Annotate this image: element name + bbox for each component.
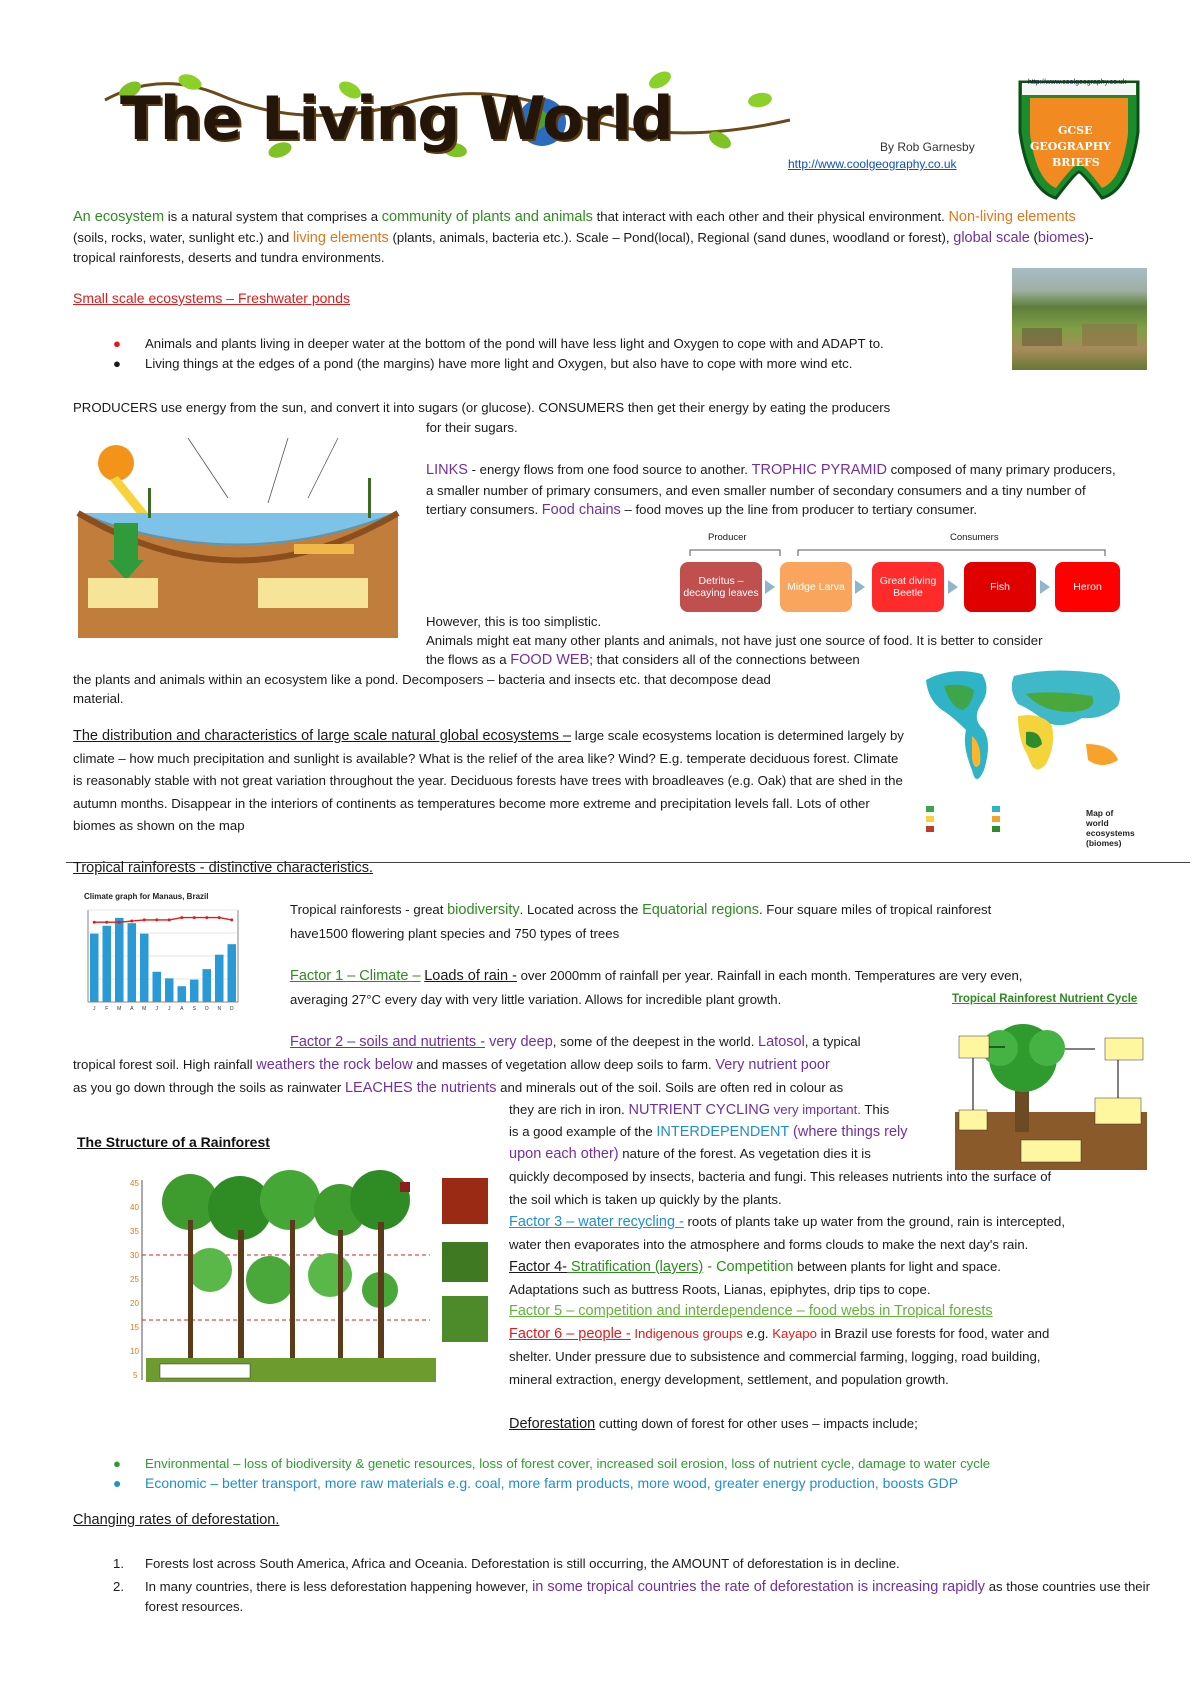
tick-label: S: [192, 1006, 196, 1012]
rainfall-bar: [115, 918, 124, 1002]
links-text: – food moves up the line from producer to tertiary consumer.: [620, 502, 978, 517]
interdependent-term: INTERDEPENDENT: [656, 1124, 790, 1140]
climate-chart: [70, 890, 270, 1022]
kayapo-term: Kayapo: [772, 1326, 817, 1341]
tick-label: J: [168, 1006, 171, 1012]
rainfall-bar: [203, 969, 212, 1002]
list-item: [73, 1554, 1173, 1574]
intro-text: that interact with each other and their physical environment.: [592, 209, 949, 224]
rates-list: [73, 1554, 1173, 1617]
factor-2-l5: [509, 1122, 939, 1143]
factor-1-label2: Loads of rain -: [424, 968, 517, 984]
food-chain-box-4: Fish: [964, 562, 1036, 612]
nutrient-cycle-title: Tropical Rainforest Nutrient Cycle: [952, 993, 1138, 1005]
global-heading: The distribution and characteristics of large scale natural global ecosystems –: [73, 728, 572, 744]
factor-2-term: Very nutrient poor: [715, 1057, 830, 1073]
rainfall-bar: [103, 926, 112, 1002]
temperature-point: [193, 916, 196, 919]
factor-2-term: LEACHES the nutrients: [344, 1080, 497, 1096]
svg-text:30: 30: [130, 1251, 139, 1260]
factor-1-l2: averaging 27°C every day with very little variation. Allows for incredible plant growth.: [290, 992, 782, 1007]
links-text: composed of many primary producers, a smaller number of primary consumers, and even smaller number of secondary consumers and a tiny number of tertiary consumers.: [426, 462, 1116, 517]
intro-biomes: biomes: [1037, 229, 1085, 246]
producers-text-2: for their sugars.: [426, 420, 518, 435]
list-number: 1.: [113, 1556, 124, 1571]
factor-2-text: nature of the forest. As vegetation dies it is: [618, 1146, 871, 1161]
bullet-icon: ●: [113, 355, 121, 371]
intro-community: community of plants and animals: [381, 209, 593, 225]
intro-global: global scale: [953, 229, 1030, 246]
global-paragraph: [73, 725, 908, 838]
temperature-line: [94, 918, 232, 923]
svg-text:35: 35: [130, 1227, 139, 1236]
rf-intro-1: [290, 900, 1110, 921]
rates-text: In many countries, there is less deforestation happening however,: [145, 1578, 533, 1594]
factor-3-text: roots of plants take up water from the ground, rain is intercepted,: [683, 1214, 1066, 1229]
map-caption: Map of world ecosystems (biomes): [1086, 808, 1135, 848]
global-text: large scale ecosystems location is determined largely by climate – how much precipitation and sunlight is available? What is the relief of the area like? Wind? E.g. temperate deciduous forest. Climate is reasonably stable with not great variation throughout the year. Deciduous forests have trees with broadleaves (e.g. Oak) that are shed in the autumn months. Disappear in the interiors of continents as temperatures become more extreme and precipitation levels fall. Lots of other biomes as shown on the map: [73, 728, 904, 833]
rates-text: as those countries use their forest resources.: [145, 1578, 1150, 1614]
factor-4-label: Factor 4-: [509, 1259, 568, 1275]
econ-impact: Economic – better transport, more raw materials e.g. coal, more farm products, more wood, greater energy production, boosts GDP: [145, 1474, 959, 1491]
factor-2-term: NUTRIENT CYCLING: [628, 1102, 771, 1118]
tick-label: O: [204, 1006, 209, 1012]
temperature-point: [230, 918, 233, 921]
intro-text: (: [1029, 229, 1038, 245]
intro-text: is a natural system that comprises a: [164, 209, 382, 224]
factor-2-text: is a good example of the: [509, 1124, 657, 1139]
rainfall-bar: [228, 944, 237, 1002]
producers-text-1: PRODUCERS use energy from the sun, and convert it into sugars (or glucose). CONSUMERS then get their energy by eating the producers: [73, 400, 891, 415]
rates-emphasis: in some tropical countries the rate of deforestation is increasing rapidly: [532, 1578, 986, 1595]
links-term: LINKS: [426, 462, 468, 478]
tick-label: A: [180, 1006, 184, 1012]
epiphyte-photo: [442, 1296, 488, 1342]
tick-label: F: [105, 1006, 109, 1012]
rainforest-structure-diagram: [70, 1130, 490, 1390]
rainfall-bar: [128, 923, 137, 1002]
svg-text:15: 15: [130, 1323, 139, 1332]
food-chain-diagram: [680, 532, 1120, 622]
foodweb-l4: the plants and animals within an ecosystem like a pond. Decomposers – bacteria and insects etc. that decompose dead: [73, 672, 771, 687]
factor-2-text: tropical forest soil. High rainfall: [73, 1057, 257, 1072]
factor-4-l2: Adaptations such as buttress Roots, Lianas, epiphytes, drip tips to cope.: [509, 1282, 931, 1297]
factor-2-term: very important.: [770, 1102, 861, 1117]
climate-graph-title: Climate graph for Manaus, Brazil: [84, 892, 209, 901]
structure-title: The Structure of a Rainforest: [77, 1134, 270, 1150]
list-item: [73, 1474, 1173, 1494]
factor-4-label2: Stratification (layers): [567, 1259, 704, 1275]
rainfall-bar: [90, 934, 99, 1002]
intro-text: (plants, animals, bacteria etc.). Scale – Pond(local), Regional (sand dunes, woodland or forest),: [388, 229, 954, 245]
factor-1-label: Factor 1 – Climate –: [290, 968, 421, 984]
temperature-point: [118, 921, 121, 924]
bullet-icon: ●: [113, 1456, 121, 1471]
svg-text:10: 10: [130, 1347, 139, 1356]
author: By Rob Garnesby: [880, 140, 975, 154]
factor-2-term: (where things rely: [789, 1124, 908, 1140]
badge-line1: GCSE: [1058, 124, 1093, 137]
bullet-icon: ●: [113, 1474, 122, 1491]
factor-2-l8: the soil which is taken up quickly by the plants.: [509, 1192, 782, 1207]
food-chain-box-2: Midge Larva: [780, 562, 852, 612]
list-item: [73, 1577, 1173, 1617]
food-chain-box-1: Detritus – decaying leaves: [680, 562, 762, 612]
foodweb-l2: Animals might eat many other plants and animals, not have just one source of food. It is better to consider: [426, 633, 1043, 648]
factor-2-term: very deep: [485, 1034, 553, 1050]
badge-url: http://www.coolgeography.co.uk: [1028, 79, 1127, 86]
rainforest-heading: Tropical rainforests - distinctive characteristics.: [73, 860, 374, 876]
gcse-badge: [1012, 72, 1146, 206]
svg-text:45: 45: [130, 1179, 139, 1188]
foodweb-term: FOOD WEB: [510, 652, 590, 668]
temperature-point: [105, 921, 108, 924]
bullet-icon: ●: [113, 336, 121, 351]
svg-text:5: 5: [133, 1371, 138, 1380]
trophic-term: TROPHIC PYRAMID: [751, 462, 887, 478]
factor-2-term: upon each other): [509, 1146, 619, 1162]
factor-1: [290, 966, 1110, 987]
factor-2-l6: [509, 1144, 939, 1165]
foodweb-l1: However, this is too simplistic.: [426, 614, 602, 629]
latosol-term: Latosol: [758, 1034, 805, 1050]
deforestation-text: cutting down of forest for other uses – impacts include;: [595, 1416, 918, 1431]
rainfall-bar: [215, 955, 224, 1002]
svg-text:40: 40: [130, 1203, 139, 1212]
factor-2-text: and masses of vegetation allow deep soils to farm.: [412, 1057, 716, 1072]
rates-text: Forests lost across South America, Africa and Oceania. Deforestation is still occurring, the AMOUNT of deforestation is in decline.: [145, 1556, 900, 1571]
food-chain-box-3: Great diving Beetle: [872, 562, 944, 612]
factor-2-text: This: [860, 1102, 890, 1117]
temperature-point: [205, 916, 208, 919]
svg-text:25: 25: [130, 1275, 139, 1284]
temperature-point: [130, 920, 133, 923]
tick-label: N: [217, 1006, 222, 1012]
foodchain-term: Food chains: [541, 502, 621, 518]
rainfall-bar: [140, 934, 149, 1002]
factor-2-text: they are rich in iron.: [509, 1102, 629, 1117]
rf-text: . Located across the: [519, 902, 643, 917]
factor-4-label3: - Competition: [703, 1259, 794, 1275]
ponds-bullets: [73, 334, 1073, 373]
tick-label: A: [130, 1006, 134, 1012]
temperature-point: [180, 916, 183, 919]
links-paragraph: [426, 460, 1116, 521]
temperature-point: [93, 921, 96, 924]
badge-line2: GEOGRAPHY: [1030, 140, 1111, 153]
pond-diagram: [68, 428, 410, 660]
intro-text: )- tropical rainforests, deserts and tundra environments.: [73, 229, 1094, 265]
tick-label: M: [142, 1006, 147, 1012]
factor-2-text: , some of the deepest in the world.: [552, 1034, 759, 1049]
rainfall-bar: [178, 986, 187, 1002]
factor-2-term: weathers the rock below: [256, 1057, 413, 1073]
tick-label: J: [155, 1006, 158, 1012]
rf-text: . Four square miles of tropical rainforest: [758, 902, 992, 917]
arrow-icon: [948, 580, 958, 594]
factor-2-l7: quickly decomposed by insects, bacteria and fungi. This releases nutrients into the surface of: [509, 1169, 1052, 1184]
consumers-label: Consumers: [950, 532, 999, 543]
factor-4-text: between plants for light and space.: [793, 1259, 1001, 1274]
list-item: [73, 334, 1073, 354]
arrow-icon: [855, 580, 865, 594]
tick-label: D: [229, 1006, 234, 1012]
intro-text: (soils, rocks, water, sunlight etc.) and: [73, 229, 293, 245]
factor-6-l3: mineral extraction, energy development, settlement, and population growth.: [509, 1372, 949, 1387]
climate-graph: [70, 890, 270, 1022]
factor-3-label: Factor 3 – water recycling -: [509, 1214, 684, 1230]
producer-label: Producer: [708, 532, 747, 543]
list-number: 2.: [113, 1578, 124, 1594]
rf-text: Tropical rainforests - great: [290, 902, 448, 917]
factor-2-l3: [73, 1078, 953, 1099]
factor-6-l2: shelter. Under pressure due to subsistence and commercial farming, logging, road building,: [509, 1349, 1041, 1364]
factor-2-label: Factor 2 – soils and nutrients -: [290, 1034, 486, 1050]
factor-2-l2: [73, 1055, 953, 1076]
rates-heading: Changing rates of deforestation.: [73, 1512, 280, 1528]
temperature-point: [155, 918, 158, 921]
foodweb-l5: material.: [73, 691, 124, 706]
factor-5: Factor 5 – competition and interdependence – food webs in Tropical forests: [509, 1303, 993, 1319]
deforestation: [509, 1414, 1169, 1435]
author-link[interactable]: http://www.coolgeography.co.uk: [788, 157, 957, 171]
indigenous-term: Indigenous groups: [630, 1326, 743, 1341]
factor-4: [509, 1257, 1169, 1278]
tick-label: M: [117, 1006, 122, 1012]
flower-photo: [442, 1178, 488, 1224]
factor-1-text: over 2000mm of rainfall per year. Rainfall in each month. Temperatures are very even,: [516, 968, 1023, 983]
factor-3-l2: water then evaporates into the atmosphere and forms clouds to make the next day's rain.: [509, 1237, 1029, 1252]
list-item: [73, 1454, 1173, 1474]
factor-6: [509, 1324, 1169, 1345]
deforestation-heading: Deforestation: [509, 1416, 596, 1432]
badge-line3: BRIEFS: [1052, 156, 1100, 169]
foodweb-text: the flows as a: [426, 652, 511, 667]
factor-2-text: , a typical: [804, 1034, 861, 1049]
leaf-photo: [442, 1242, 488, 1282]
bullet-text: Living things at the edges of a pond (the margins) have more light and Oxygen, but also have to cope with more wind etc.: [145, 355, 853, 371]
list-item: [73, 354, 1073, 374]
factor-6-label: Factor 6 – people -: [509, 1326, 631, 1342]
rainfall-bar: [165, 978, 174, 1002]
factor-2-text: and minerals out of the soil. Soils are often red in colour as: [496, 1080, 844, 1095]
factor-2-text: as you go down through the soils as rainwater: [73, 1080, 345, 1095]
bullet-text: Animals and plants living in deeper water at the bottom of the pond will have less light and Oxygen to cope with and ADAPT to.: [145, 336, 884, 351]
env-impact: Environmental – loss of biodiversity & genetic resources, loss of forest cover, increased soil erosion, loss of nutrient cycle, damage to water cycle: [145, 1456, 991, 1471]
intro-paragraph: [73, 207, 1113, 268]
temperature-point: [218, 916, 221, 919]
rainfall-bar: [153, 972, 162, 1002]
tick-label: J: [93, 1006, 96, 1012]
temperature-point: [143, 918, 146, 921]
biodiversity-term: biodiversity: [447, 902, 520, 918]
foodweb-text: ; that considers all of the connections between: [589, 652, 860, 667]
factor-3: [509, 1212, 1169, 1233]
deforestation-impacts: [73, 1454, 1173, 1493]
factor-2: [290, 1032, 930, 1053]
intro-ecosystem: An ecosystem: [73, 209, 165, 225]
factor-6-text: e.g.: [742, 1326, 773, 1341]
factor-2-l4: [509, 1100, 939, 1121]
foodweb-l3: [426, 650, 860, 671]
arrow-icon: [765, 580, 775, 594]
intro-nonliving: Non-living elements: [948, 209, 1076, 225]
ponds-heading: Small scale ecosystems – Freshwater ponds: [73, 290, 350, 306]
factor-6-text: in Brazil use forests for food, water and: [816, 1326, 1050, 1341]
food-chain-box-5: Heron: [1055, 562, 1120, 612]
svg-text:20: 20: [130, 1299, 139, 1308]
links-text: - energy flows from one food source to another.: [467, 462, 752, 477]
nutrient-cycle-diagram: [955, 1012, 1147, 1170]
rainfall-bar: [190, 980, 199, 1002]
rf-intro-2: have1500 flowering plant species and 750 types of trees: [290, 926, 620, 941]
intro-living: living elements: [292, 229, 389, 246]
temperature-point: [168, 918, 171, 921]
arrow-icon: [1040, 580, 1050, 594]
equatorial-term: Equatorial regions: [642, 902, 759, 918]
page-title: The Living World: [120, 84, 673, 154]
